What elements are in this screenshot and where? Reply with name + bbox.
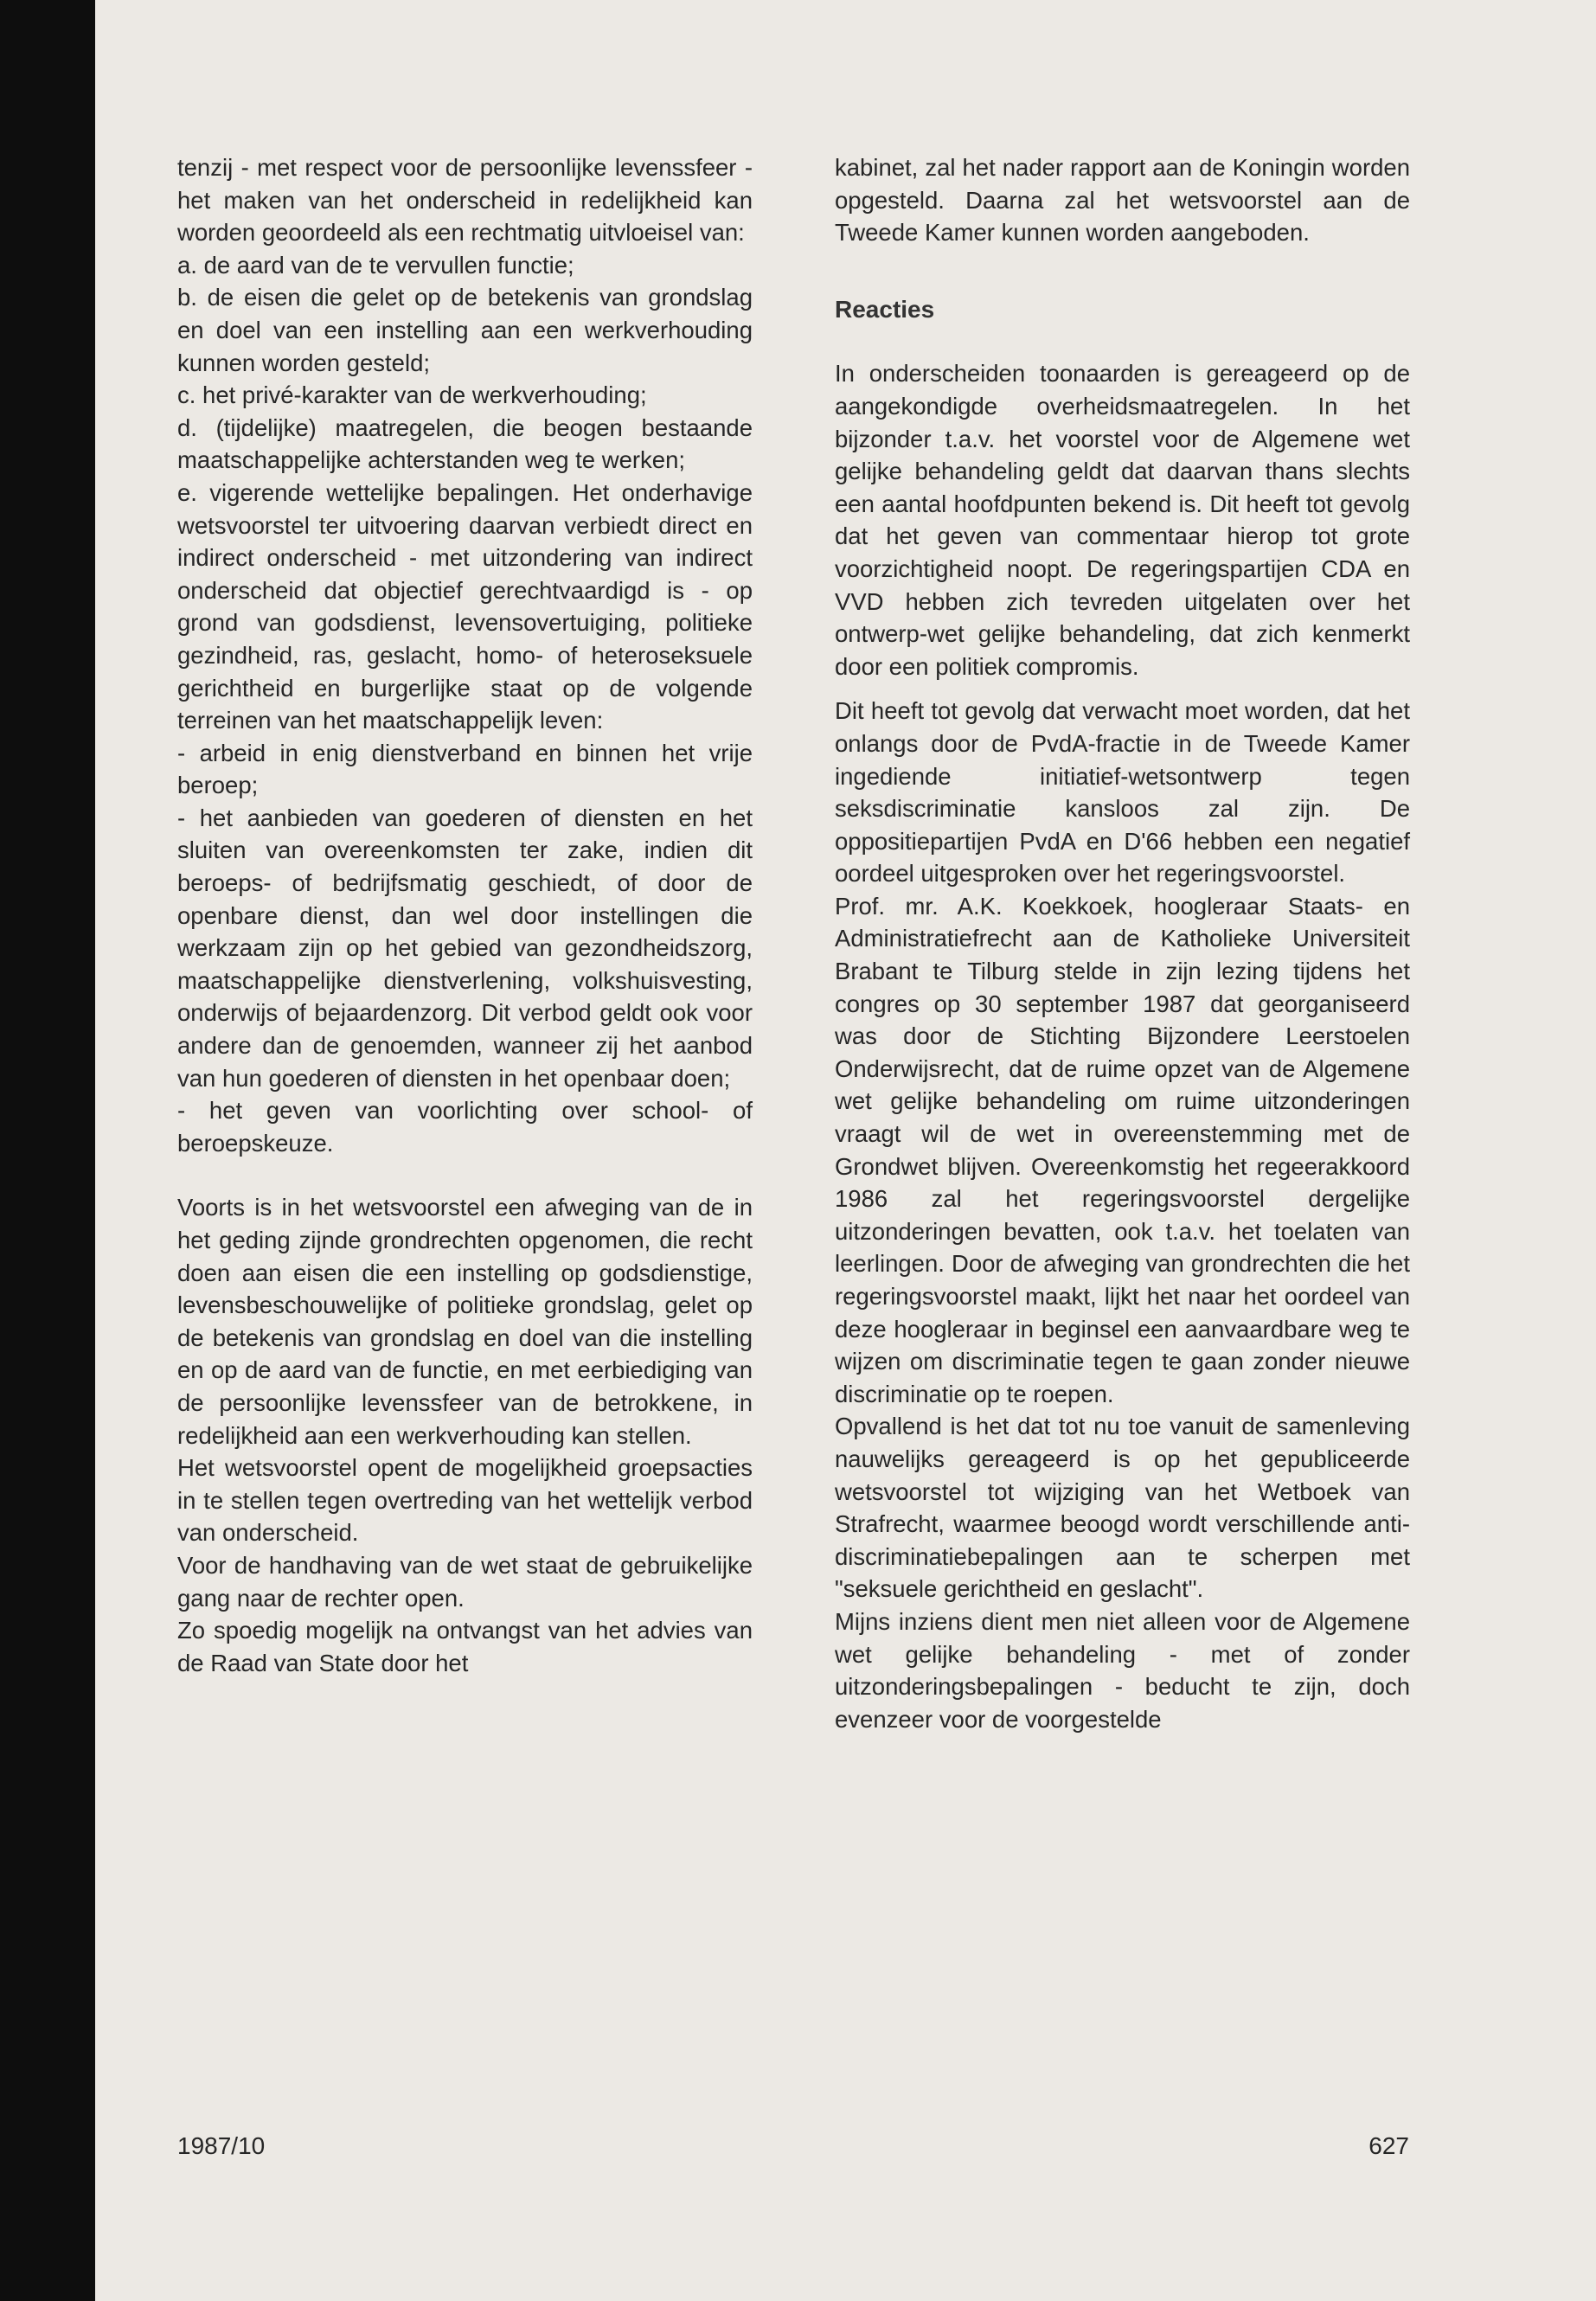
paragraph: Voor de handhaving van de wet staat de gebruikelijke gang naar de rechter open. — [177, 1551, 753, 1612]
paragraph-gap — [177, 1159, 753, 1191]
section-heading: Reacties — [835, 295, 935, 323]
paragraph: Prof. mr. A.K. Koekkoek, hoogleraar Staats- en Administratiefrecht aan de Katholieke Universiteit Brabant te Tilburg stelde in zijn lezing tijdens het congres op 30 september 1987 dat georganiseerd was door de Stichting Bijzondere Leerstoelen Onderwijsrecht, dat de ruime opzet van de Algemene wet gelijke behandeling om ruime uitzonderingen vraagt wil de wet in overeenstemming met de Grondwet blijven. Overeenkomstig het regeerakkoord 1986 zal het regeringsvoorstel dergelijke uitzonderingen bevatten, ook t.a.v. het toelaten van leerlingen. Door de afweging van grondrechten die het regeringsvoorstel maakt, lijkt het naar het oordeel van deze hoogleraar in beginsel een aanvaardbare weg te wijzen om discriminatie tegen te gaan zonder nieuwe discriminatie op te roepen. — [835, 892, 1410, 1407]
list-item-e: e. vigerende wettelijke bepalingen. Het onderhavige wetsvoorstel ter uitvoering daarvan verbiedt direct en indirect onderscheid - met uitzondering van indirect onderscheid dat objectief gerechtvaardigd is - op grond van godsdienst, levensovertuiging, politieke gezindheid, ras, geslacht, homo- of heteroseksuele gerichtheid en burgerlijke staat op de volgende terreinen van het maatschappelijk leven: — [177, 478, 753, 734]
list-item-b: b. de eisen die gelet op de betekenis van grondslag en doel van een instelling aan een werkverhouding kunnen worden gesteld; — [177, 284, 753, 376]
bullet-item: - het aanbieden van goederen of diensten en het sluiten van overeenkomsten ter zake, indien dit beroeps- of bedrijfsmatig geschiedt, of door de openbare dienst, dan wel door instellingen die werkzaam zijn op het gebied van gezondheidszorg, maatschappelijke dienstverlening, volkshuisvesting, onderwijs of bejaardenzorg. Dit verbod geldt ook voor andere dan de genoemden, wanneer zij het aanbod van hun goederen of diensten in het openbaar doen; — [177, 804, 753, 1092]
paragraph-gap — [835, 281, 1410, 293]
paragraph: In onderscheiden toonaarden is gereageerd op de aangekondigde overheidsmaatregelen. In het bijzonder t.a.v. het voorstel voor de Algemene wet gelijke behandeling geldt dat daarvan thans slechts een aantal hoofdpunten bekend is. Dit heeft tot gevolg dat het geven van commentaar hierop tot grote voorzichtigheid noopt. De regeringspartijen CDA en VVD hebben zich tevreden uitgelaten over het ontwerp-wet gelijke behandeling, dat zich kenmerkt door een politiek compromis. — [835, 360, 1410, 680]
page-number: 627 — [1368, 2132, 1409, 2159]
paragraph-gap — [835, 249, 1410, 281]
issue-number: 1987/10 — [177, 2132, 266, 2159]
list-item-c: c. het privé-karakter van de werkverhouding; — [177, 381, 647, 409]
document-page — [95, 0, 1596, 2301]
paragraph: Voorts is in het wetsvoorstel een afweging van de in het geding zijnde grondrechten opgenomen, die recht doen aan eisen die een instelling op godsdienstige, levensbeschouwelijke of politieke grondslag, gelet op de betekenis van grondslag en doel van die instelling en op de aard van de functie, en met eerbiediging van de persoonlijke levenssfeer van de betrokkene, in redelijkheid aan een werkverhouding kan stellen. — [177, 1194, 753, 1449]
right-column — [835, 151, 1410, 1735]
left-column — [177, 151, 753, 1679]
paragraph: Mijns inziens dient men niet alleen voor de Algemene wet gelijke behandeling - met of zonder uitzonderingsbepalingen - beducht te zijn, doch evenzeer voor de voorgestelde — [835, 1607, 1410, 1733]
paragraph: kabinet, zal het nader rapport aan de Koningin worden opgesteld. Daarna zal het wetsvoorstel aan de Tweede Kamer kunnen worden aangeboden. — [835, 154, 1410, 247]
paragraph: tenzij - met respect voor de persoonlijke levenssfeer - het maken van het onderscheid in redelijkheid kan worden geoordeeld als een rechtmatig uitvloeisel van: — [177, 154, 753, 247]
paragraph: Dit heeft tot gevolg dat verwacht moet worden, dat het onlangs door de PvdA-fractie in de Tweede Kamer ingediende initiatief-wetsontwerp tegen seksdiscriminatie kansloos zal zijn. De oppositiepartijen PvdA en D'66 hebben een negatief oordeel uitgesproken over het regeringsvoorstel. — [835, 697, 1410, 888]
bullet-item: - het geven van voorlichting over school- of beroepskeuze. — [177, 1097, 753, 1157]
paragraph-gap — [835, 683, 1410, 695]
bullet-item: - arbeid in enig dienstverband en binnen het vrije beroep; — [177, 739, 753, 799]
list-item-a: a. de aard van de te vervullen functie; — [177, 251, 574, 279]
paragraph: Het wetsvoorstel opent de mogelijkheid groepsacties in te stellen tegen overtreding van het wettelijk verbod van onderscheid. — [177, 1454, 753, 1547]
list-item-d: d. (tijdelijke) maatregelen, die beogen bestaande maatschappelijke achterstanden weg te werken; — [177, 413, 753, 474]
paragraph: Opvallend is het dat tot nu toe vanuit de samenleving nauwelijks gereageerd is op het gepubliceerde wetsvoorstel tot wijziging van het Wetboek van Strafrecht, waarmee beoogd wordt verschillende anti-discriminatiebepalingen aan te scherpen met "seksuele gerichtheid en geslacht". — [835, 1413, 1410, 1603]
paragraph-gap — [835, 325, 1410, 357]
paragraph: Zo spoedig mogelijk na ontvangst van het advies van de Raad van State door het — [177, 1617, 753, 1676]
